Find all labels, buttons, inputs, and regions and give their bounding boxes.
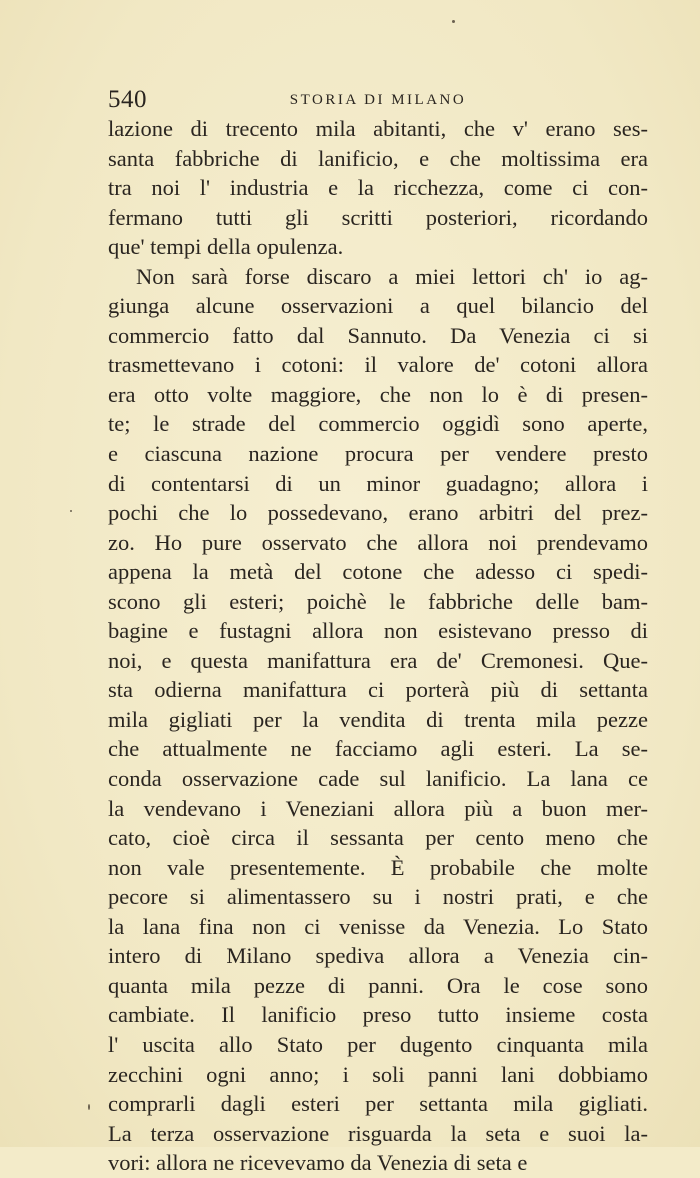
text-line: lazione di trecento mila abitanti, che v' erano ses- [108, 116, 648, 141]
text-line: cato, cioè circa il sessanta per cento meno che [108, 825, 648, 851]
text-line: te; le strade del commercio oggidì sono aperte, [108, 411, 648, 437]
text-line: La terza osservazione risguarda la seta e suoi la- [108, 1120, 648, 1146]
text-line: zecchini ogni anno; i soli panni lani dobbiamo [108, 1061, 648, 1087]
body-text [108, 114, 648, 1178]
text-line: e ciascuna nazione procura per vendere presto [108, 441, 648, 467]
text-line: pochi che lo possedevano, erano arbitri del prez- [108, 500, 648, 526]
text-line: que' tempi della opulenza. [108, 234, 344, 260]
text-line: pecore si alimentassero su i nostri prati, e che [108, 884, 648, 910]
text-line: cambiate. Il lanificio preso tutto insieme costa [108, 1002, 648, 1028]
text-line: sta odierna manifattura ci porterà più di settanta [108, 677, 648, 703]
text-line: vori: allora ne ricevevamo da Venezia di seta e [108, 1150, 528, 1176]
text-line: Non sarà forse discaro a miei lettori ch' io ag- [136, 263, 648, 289]
paper-speck [452, 20, 455, 23]
text-line: la vendevano i Veneziani allora più a buon mer- [108, 795, 648, 821]
text-line: mila gigliati per la vendita di trenta mila pezze [108, 706, 648, 732]
text-line: fermano tutti gli scritti posteriori, ricordando [108, 204, 648, 230]
paper-speck [70, 510, 72, 512]
text-line: intero di Milano spediva allora a Venezia cin- [108, 943, 648, 969]
text-line: di contentarsi di un minor guadagno; allora i [108, 470, 648, 496]
text-line: bagine e fustagni allora non esistevano presso di [108, 618, 648, 644]
text-line: noi, e questa manifattura era de' Cremonesi. Que- [108, 647, 648, 673]
page-number: 540 [108, 86, 147, 113]
running-title: STORIA DI MILANO [289, 92, 467, 108]
paper-speck [88, 1104, 90, 1110]
page-header [108, 86, 648, 116]
text-line: scono gli esteri; poichè le fabbriche delle bam- [108, 588, 648, 614]
text-line: santa fabbriche di lanificio, e che moltissima era [108, 145, 648, 171]
text-line: conda osservazione cade sul lanificio. La lana ce [108, 766, 648, 792]
text-line: la lana fina non ci venisse da Venezia. Lo Stato [108, 913, 648, 939]
text-line: non vale presentemente. È probabile che molte [108, 854, 648, 880]
text-line: commercio fatto dal Sannuto. Da Venezia ci si [108, 322, 648, 348]
text-line: trasmettevano i cotoni: il valore de' cotoni allora [108, 352, 648, 378]
text-line: l' uscita allo Stato per dugento cinquanta mila [108, 1031, 648, 1057]
text-line: tra noi l' industria e la ricchezza, come ci con- [108, 175, 648, 201]
text-line: era otto volte maggiore, che non lo è di presen- [108, 381, 648, 407]
text-line: che attualmente ne facciamo agli esteri. La se- [108, 736, 648, 762]
text-line: comprarli dagli esteri per settanta mila gigliati. [108, 1091, 648, 1117]
text-line: zo. Ho pure osservato che allora noi prendevamo [108, 529, 648, 555]
text-line: appena la metà del cotone che adesso ci spedi- [108, 559, 648, 585]
text-line: giunga alcune osservazioni a quel bilancio del [108, 293, 648, 319]
text-line: quanta mila pezze di panni. Ora le cose sono [108, 972, 648, 998]
